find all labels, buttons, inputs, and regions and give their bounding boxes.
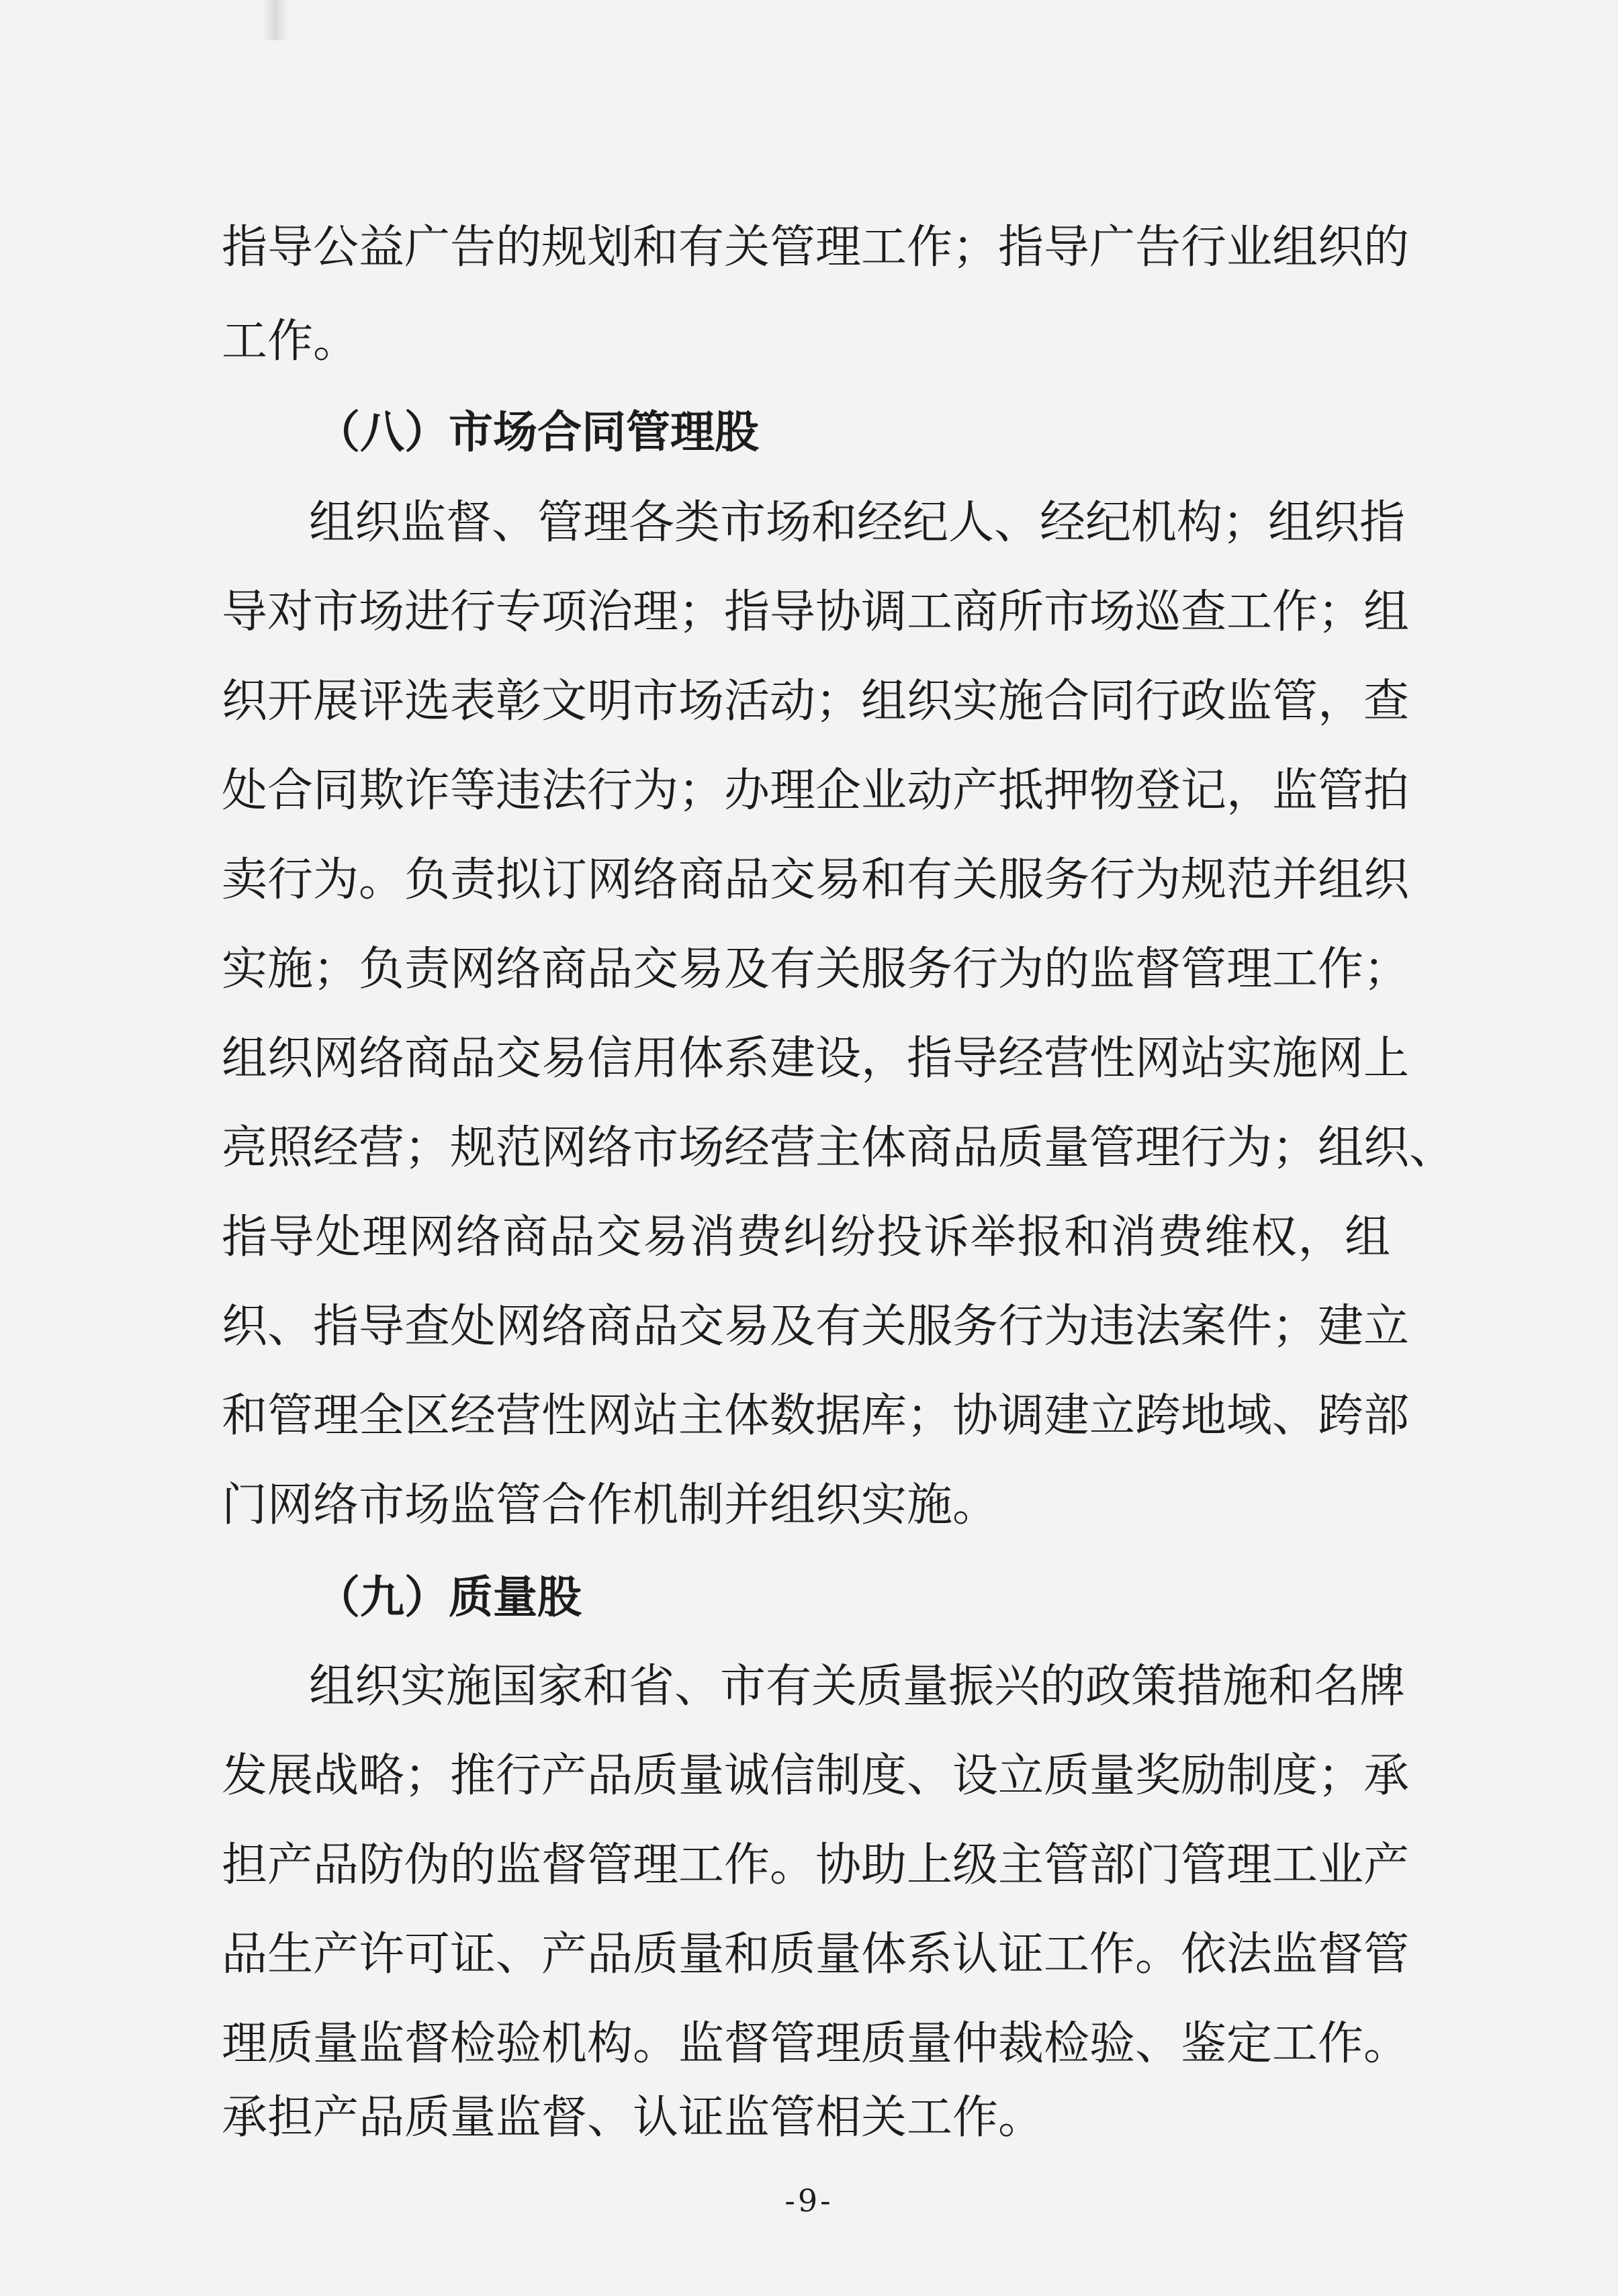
text-line: 组织监督、管理各类市场和经纪人、经纪机构；组织指 [309,496,1406,549]
text-line: 织开展评选表彰文明市场活动；组织实施合同行政监管，查 [222,675,1410,728]
text-line: 指导公益广告的规划和有关管理工作；指导广告行业组织的 [222,221,1410,274]
text-line: 发展战略；推行产品质量诚信制度、设立质量奖励制度；承 [222,1749,1410,1802]
text-line: 指导处理网络商品交易消费纠纷投诉举报和消费维权，组 [222,1211,1390,1264]
text-line: 组织实施国家和省、市有关质量振兴的政策措施和名牌 [309,1660,1406,1713]
page-number: -9- [784,2183,834,2219]
text-line: 品生产许可证、产品质量和质量体系认证工作。依法监督管 [222,1928,1410,1981]
text-line: 处合同欺诈等违法行为；办理企业动产抵押物登记，监管拍 [222,764,1410,817]
scan-shadow [262,0,289,40]
text-line: 门网络市场监管合作机制并组织实施。 [222,1479,999,1532]
text-line: 工作。 [222,315,359,368]
text-line: 亮照经营；规范网络市场经营主体商品质量管理行为；组织、 [222,1121,1455,1175]
text-line: 承担产品质量监督、认证监管相关工作。 [222,2091,1044,2144]
text-line: 和管理全区经营性网站主体数据库；协调建立跨地域、跨部 [222,1389,1410,1442]
text-line: 担产品防伪的监督管理工作。协助上级主管部门管理工业产 [222,1839,1410,1892]
text-line: 导对市场进行专项治理；指导协调工商所市场巡查工作；组 [222,586,1410,639]
text-line: 织、指导查处网络商品交易及有关服务行为违法案件；建立 [222,1300,1410,1353]
section-heading: （九）质量股 [316,1571,582,1623]
section-heading: （八）市场合同管理股 [316,406,759,458]
text-line: 实施；负责网络商品交易及有关服务行为的监督管理工作； [222,943,1410,996]
text-line: 卖行为。负责拟订网络商品交易和有关服务行为规范并组织 [222,854,1410,907]
text-line: 组织网络商品交易信用体系建设，指导经营性网站实施网上 [222,1032,1410,1085]
text-line: 理质量监督检验机构。监督管理质量仲裁检验、鉴定工作。 [222,2017,1410,2070]
